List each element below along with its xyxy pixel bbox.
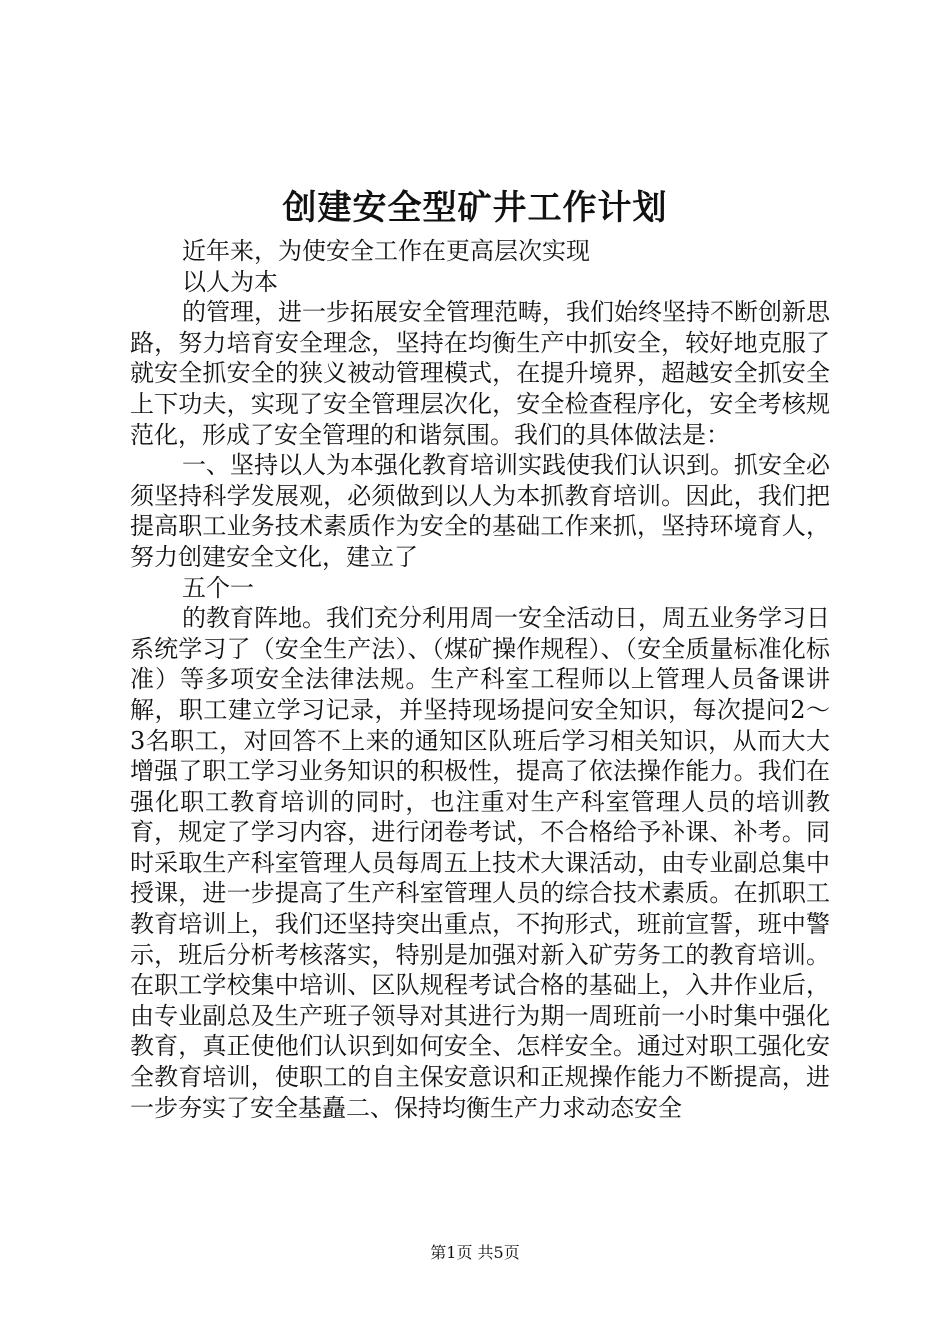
paragraph: 五个一 bbox=[182, 573, 254, 602]
page-number-footer: 第1页 共5页 bbox=[430, 1243, 520, 1262]
paragraph: 的管理，进一步拓展安全管理范畴，我们始终坚持不断创新思路，努力培育安全理念，坚持在均衡生产中抓安全，较好地克服了就安全抓安全的狭义被动管理模式，在提升境界，超越安全抓安全上下功夫，实现了安全管理层次化，安全检查程序化，安全考核规范化，形成了安全管理的和谐氛围。我们的具体做法是： bbox=[130, 298, 830, 449]
document-body bbox=[130, 236, 830, 1123]
document-title: 创建安全型矿井工作计划 bbox=[282, 188, 668, 228]
paragraph: 一、坚持以人为本强化教育培训实践使我们认识到。抓安全必须坚持科学发展观，必须做到以人为本抓教育培训。因此，我们把提高职工业务技术素质作为安全的基础工作来抓，坚持环境育人，努力创建安全文化，建立了 bbox=[130, 451, 830, 571]
paragraph: 以人为本 bbox=[182, 267, 278, 296]
paragraph: 近年来，为使安全工作在更高层次实现 bbox=[182, 237, 590, 265]
paragraph: 的教育阵地。我们充分利用周一安全活动日，周五业务学习日系统学习了（安全生产法）、（煤矿操作规程）、（安全质量标准化标准）等多项安全法律法规。生产科室工程师以上管理人员备课讲解，职工建立学习记录，并坚持现场提问安全知识，每次提问2～3名职工，对回答不上来的通知区队班后学习相关知识，从而大大增强了职工学习业务知识的积极性，提高了依法操作能力。我们在强化职工教育培训的同时，也注重对生产科室管理人员的培训教育，规定了学习内容，进行闭卷考试，不合格给予补课、补考。同时采取生产科室管理人员每周五上技术大课活动，由专业副总集中授课，进一步提高了生产科室管理人员的综合技术素质。在抓职工教育培训上，我们还坚持突出重点，不拘形式，班前宣誓，班中警示，班后分析考核落实，特别是加强对新入矿劳务工的教育培训。在职工学校集中培训、区队规程考试合格的基础上，入井作业后，由专业副总及生产班子领导对其进行为期一周班前一小时集中强化教育，真正使他们认识到如何安全、怎样安全。通过对职工强化安全教育培训，使职工的自主保安意识和正规操作能力不断提高，进一步夯实了安全基矗二、保持均衡生产力求动态安全 bbox=[130, 604, 830, 1122]
